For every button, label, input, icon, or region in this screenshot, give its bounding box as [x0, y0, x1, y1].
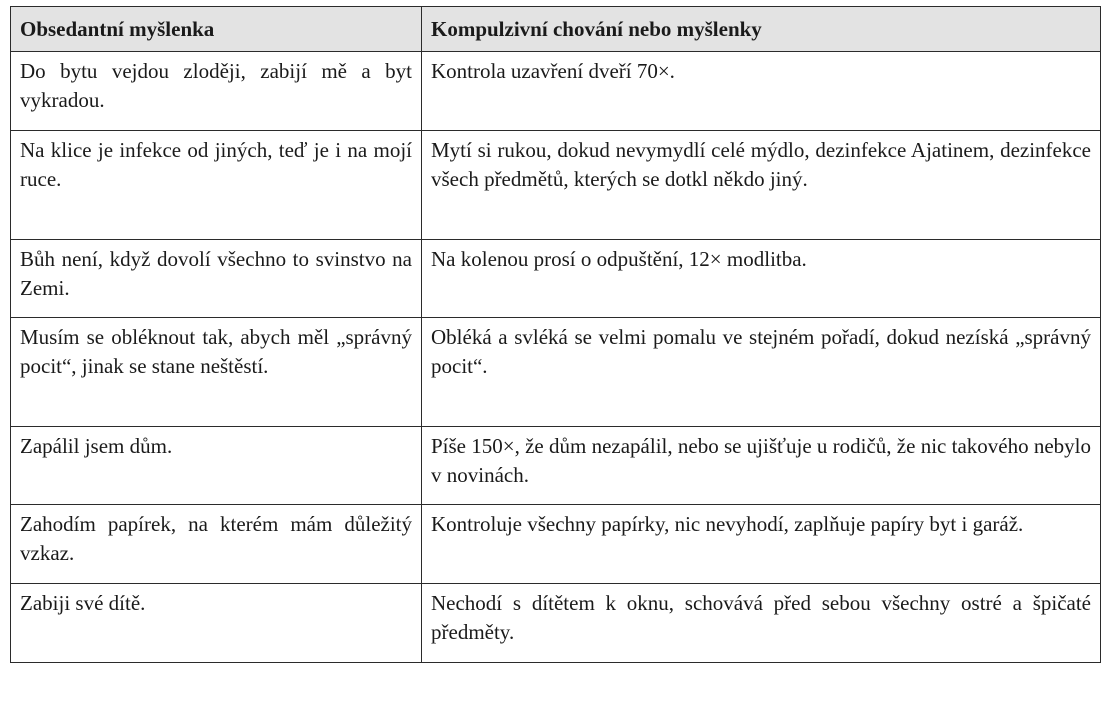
header-row: [11, 7, 1101, 52]
compulsion-cell: Nechodí s dítětem k oknu, schovává před sebou všechny ostré a špičaté předměty.: [422, 584, 1101, 663]
table-row: [11, 505, 1101, 584]
obsession-cell: Bůh není, když dovolí všechno to svinstvo na Zemi.: [11, 240, 422, 318]
obsession-cell: Musím se obléknout tak, abych měl „správný pocit“, jinak se stane neštěstí.: [11, 318, 422, 427]
table-body: [11, 52, 1101, 663]
header-obsession: Obsedantní myšlenka: [11, 7, 422, 52]
compulsion-cell: Mytí si rukou, dokud nevymydlí celé mýdlo, dezinfekce Ajatinem, dezinfekce všech předmětů, kterých se dotkl někdo jiný.: [422, 131, 1101, 240]
table-row: [11, 131, 1101, 240]
compulsion-cell: Kontrola uzavření dveří 70×.: [422, 52, 1101, 131]
table-row: [11, 427, 1101, 505]
compulsion-cell: Na kolenou prosí o odpuštění, 12× modlitba.: [422, 240, 1101, 318]
compulsion-cell: Píše 150×, že dům nezapálil, nebo se ujišťuje u rodičů, že nic takového nebylo v novinách.: [422, 427, 1101, 505]
table-row: [11, 52, 1101, 131]
obsession-compulsion-table: [10, 6, 1101, 663]
table-row: [11, 318, 1101, 427]
obsession-cell: Zabiji své dítě.: [11, 584, 422, 663]
table-row: [11, 240, 1101, 318]
compulsion-cell: Obléká a svléká se velmi pomalu ve stejném pořadí, dokud nezíská „správný pocit“.: [422, 318, 1101, 427]
header-compulsion: Kompulzivní chování nebo myšlenky: [422, 7, 1101, 52]
table-header: [11, 7, 1101, 52]
obsession-cell: Do bytu vejdou zloději, zabijí mě a byt vykradou.: [11, 52, 422, 131]
compulsion-cell: Kontroluje všechny papírky, nic nevyhodí, zaplňuje papíry byt i garáž.: [422, 505, 1101, 584]
table-row: [11, 584, 1101, 663]
obsession-cell: Na klice je infekce od jiných, teď je i na mojí ruce.: [11, 131, 422, 240]
obsession-cell: Zapálil jsem dům.: [11, 427, 422, 505]
obsession-cell: Zahodím papírek, na kterém mám důležitý vzkaz.: [11, 505, 422, 584]
